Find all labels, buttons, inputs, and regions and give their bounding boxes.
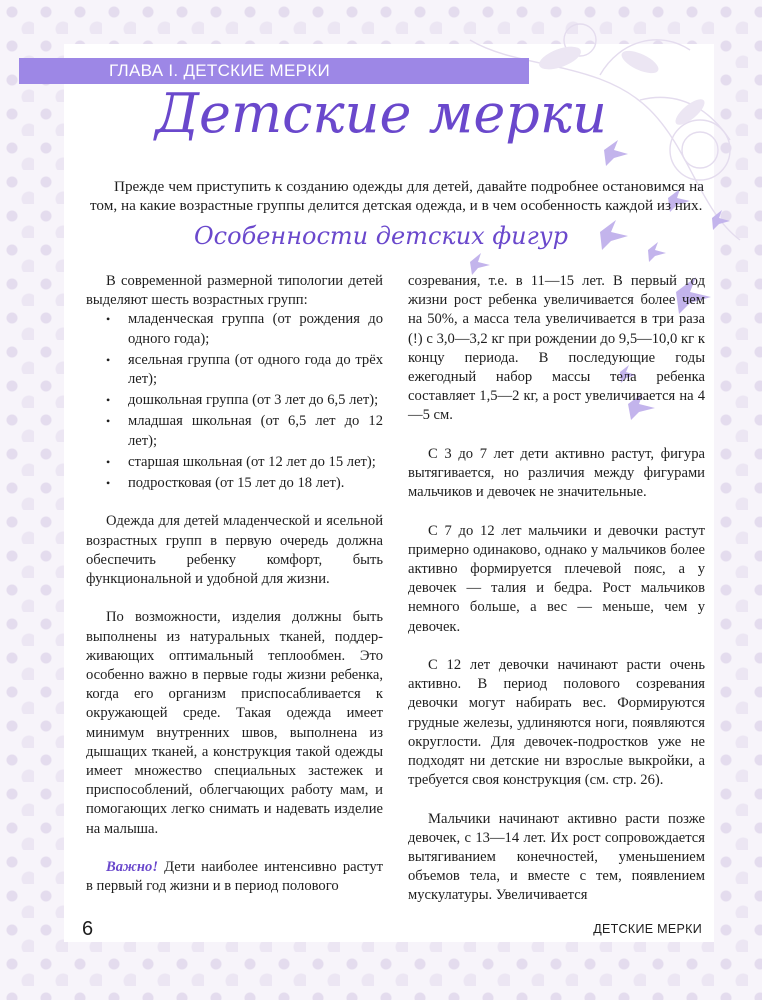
paragraph-infant-clothing: Одежда для детей младенческой и ясельной возрастных групп в первую очередь должна обеспечить ребенку комфорт, быть функциональной и удобной для жизни. — [86, 513, 383, 588]
paragraph-natural-fabrics: По возможности, изделия должны быть выполнены из натуральных тканей, поддерживающих оптимальный теплообмен. Это особенно важно в первые годы жизни ребенка, когда его организм приспосабливается к окружающей среде. Такая одежда имеет минимум внутренних швов, выполнена из дышащих тканей, а конструкция такой одежды имеет множество специальных застежек и приспособлений, облегчающих работу мам, и помогающих легко снимать и надевать изделие на малыша. — [86, 609, 383, 837]
list-item-text: дошкольная группа (от 3 лет до 6,5 лет); — [128, 392, 379, 409]
paragraph-growth-first-year: созревания, т.е. в 11—15 лет. В первый год жизни рост ребенка увеличивается более чем на 50%, а масса тела увеличивается в три раза (!) с 3,0—3,2 кг при рождении до 9,5—10,0 кг к концу периода. В последующие годы ежегодный набор массы тела ребенка составляет 1,5—2 кг, а рост увеличивается на 4—5 см. — [408, 273, 705, 424]
bullet-icon: • — [106, 393, 111, 408]
list-item — [86, 391, 383, 410]
page-title: Детские мерки — [155, 82, 607, 145]
page-number: 6 — [82, 918, 94, 940]
age-group-list — [86, 310, 383, 493]
running-footer-title: ДЕТСКИЕ МЕРКИ — [593, 922, 702, 936]
list-item-text: младшая школьная (от 6,5 лет до 12 лет); — [128, 413, 383, 449]
leaf — [618, 46, 661, 77]
list-item-text: подростковая (от 15 лет до 18 лет). — [128, 475, 345, 492]
list-item — [86, 453, 383, 472]
important-text: Дети наиболее интенсивно растут в первый год жизни и в период полового — [86, 859, 383, 895]
bullet-icon: • — [106, 352, 111, 367]
list-item — [86, 351, 383, 389]
list-item — [86, 310, 383, 348]
paragraph-girls-12: С 12 лет девочки начинают расти очень активно. В период полового созревания девочки могут набирать вес. Формируются грудные железы, удлиняются ноги, появляются округлости. Для девочек-подростков уже не подходят ни детские ни взрослые выкройки, а требуется своя конструкция (см. стр. 26). — [408, 657, 705, 789]
groups-lead — [86, 272, 383, 310]
left-column — [86, 272, 383, 896]
intro-paragraph: Прежде чем приступить к созданию одежды для детей, давайте подробнее остановимся на том, на какие возрастные группы делится детская одежда, и в чем особенность каждой из них. — [90, 178, 704, 215]
paragraph-boys: Мальчики начинают активно расти позже девочек, с 13—14 лет. Их рост сопровождается вытягиванием конечностей, уменьшением объемов тела, и вместе с тем, появлением мускулатуры. Увеличивается — [408, 810, 705, 904]
list-item-text: ясельная группа (от одного года до трёх лет); — [128, 351, 383, 388]
groups-lead-text: В современной размерной типологии детей выделяют шесть возрастных групп: — [86, 273, 383, 309]
paragraph-7-to-12: С 7 до 12 лет мальчики и девочки растут примерно одинаково, однако у мальчиков более активно формируется плечевой пояс, а у девочек — талия и бедра. Рост мальчиков немного больше, а вес — меньше, чем у девочек. — [408, 522, 705, 635]
bullet-icon: • — [106, 312, 111, 327]
chapter-header-bar — [19, 58, 529, 84]
leaf — [536, 42, 584, 74]
bullet-icon: • — [106, 454, 111, 469]
bullet-icon: • — [106, 414, 111, 429]
paragraph-3-to-7: С 3 до 7 лет дети активно растут, фигура вытягивается, но различия между фигурами мальчиков и девочек не значительные. — [408, 445, 705, 501]
important-label: Важно! — [106, 859, 159, 876]
list-item-text: старшая школьная (от 12 лет до 15 лет); — [128, 453, 376, 470]
bullet-icon: • — [106, 476, 111, 491]
section-title: Особенности детских фигур — [194, 222, 568, 250]
chapter-label: ГЛАВА I. ДЕТСКИЕ МЕРКИ — [109, 61, 331, 80]
list-item-text: младенческая группа (от рождения до одного года); — [128, 311, 383, 347]
paragraph-important — [86, 858, 383, 896]
list-item — [86, 412, 383, 450]
right-column — [408, 272, 705, 906]
list-item — [86, 474, 383, 493]
